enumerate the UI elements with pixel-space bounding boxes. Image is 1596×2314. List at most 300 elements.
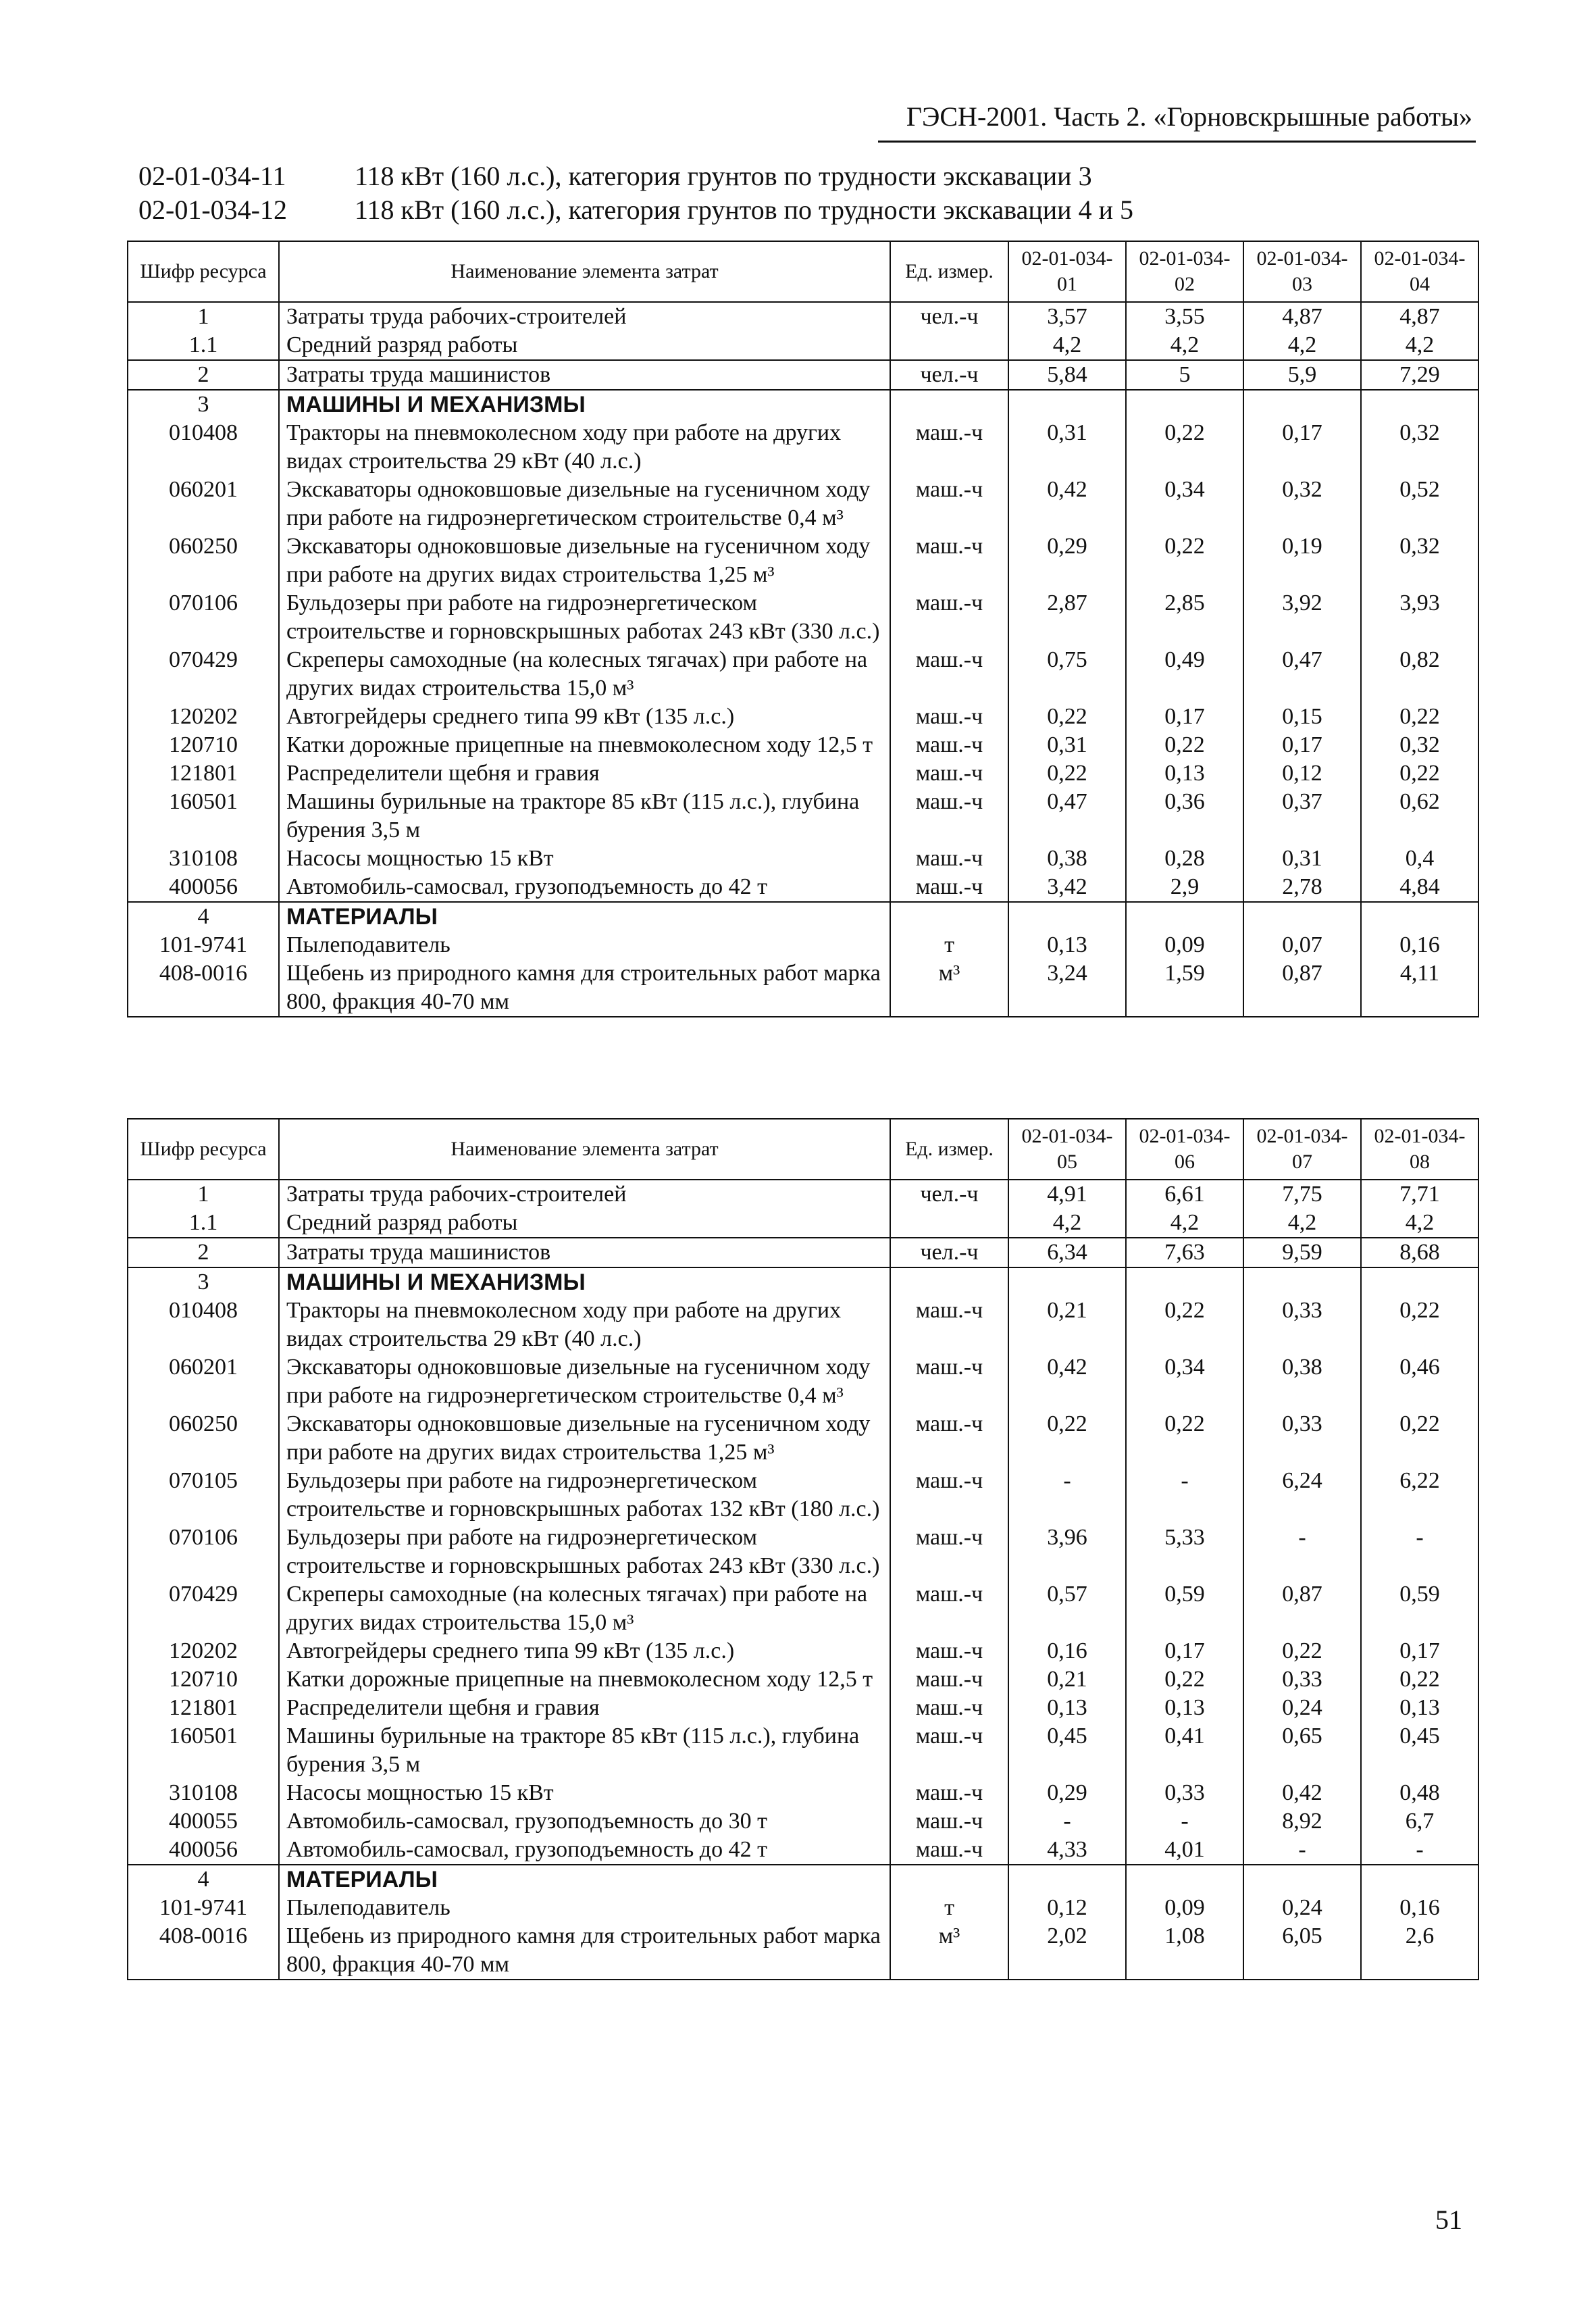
value-cell: 7,75 — [1243, 1180, 1361, 1209]
value-cell: 0,17 — [1243, 731, 1361, 759]
table-row — [128, 873, 1478, 902]
page-header: ГЭСН-2001. Часть 2. «Горновскрышные работы» — [906, 101, 1472, 132]
value-cell: 0,16 — [1008, 1637, 1126, 1665]
value-cell: 0,22 — [1126, 1665, 1243, 1694]
value-cell: 0,59 — [1361, 1580, 1478, 1637]
value-cell: 0,82 — [1361, 646, 1478, 703]
value-cell: 0,75 — [1008, 646, 1126, 703]
value-cell: 0,22 — [1008, 759, 1126, 788]
value-cell: 0,36 — [1126, 788, 1243, 845]
header-unit: Ед. измер. — [890, 241, 1008, 302]
value-cell: 1,08 — [1126, 1922, 1243, 1980]
value-cell — [1361, 390, 1478, 419]
value-cell: 0,33 — [1126, 1779, 1243, 1807]
value-cell: - — [1361, 1836, 1478, 1865]
value-cell: 0,12 — [1008, 1894, 1126, 1922]
table-row — [128, 1238, 1478, 1267]
unit-cell — [890, 390, 1008, 419]
unit-cell: м³ — [890, 959, 1008, 1017]
value-cell — [1008, 902, 1126, 931]
value-cell: 0,22 — [1126, 1410, 1243, 1467]
resource-code-cell: 160501 — [128, 788, 279, 845]
value-cell: 6,34 — [1008, 1238, 1126, 1267]
resource-code-cell: 070106 — [128, 589, 279, 646]
value-cell: 5,84 — [1008, 360, 1126, 390]
resource-code-cell: 408-0016 — [128, 959, 279, 1017]
header-name: Наименование элемента затрат — [279, 241, 890, 302]
value-cell: 4,91 — [1008, 1180, 1126, 1209]
resource-code-cell: 3 — [128, 1267, 279, 1297]
value-cell: 6,22 — [1361, 1467, 1478, 1524]
header-norm-col: 02-01-034-08 — [1361, 1119, 1478, 1180]
value-cell: 0,29 — [1008, 1779, 1126, 1807]
resource-name-cell: Скреперы самоходные (на колесных тягачах) при работе на других видах строительства 15,0 м³ — [279, 1580, 890, 1637]
table-row — [128, 1722, 1478, 1779]
value-cell: 0,21 — [1008, 1297, 1126, 1353]
resource-code-cell: 1.1 — [128, 331, 279, 360]
resource-name-cell: Пылеподавитель — [279, 1894, 890, 1922]
resource-name-cell: Бульдозеры при работе на гидроэнергетическом строительстве и горновскрышных работах 243 кВт (330 л.с.) — [279, 1524, 890, 1580]
resource-name-cell: Затраты труда рабочих-строителей — [279, 1180, 890, 1209]
resource-code-cell: 010408 — [128, 419, 279, 476]
value-cell — [1126, 902, 1243, 931]
table-row — [128, 1665, 1478, 1694]
value-cell: - — [1008, 1467, 1126, 1524]
resource-name-cell: Автомобиль-самосвал, грузоподъемность до 30 т — [279, 1807, 890, 1836]
value-cell: 0,22 — [1361, 759, 1478, 788]
value-cell — [1008, 1267, 1126, 1297]
resource-code-cell: 310108 — [128, 845, 279, 873]
value-cell: 1,59 — [1126, 959, 1243, 1017]
table-row — [128, 731, 1478, 759]
value-cell: 4,2 — [1126, 1209, 1243, 1238]
value-cell: 6,24 — [1243, 1467, 1361, 1524]
value-cell: 0,31 — [1008, 731, 1126, 759]
resource-code-cell: 310108 — [128, 1779, 279, 1807]
value-cell: 0,09 — [1126, 1894, 1243, 1922]
value-cell: 0,42 — [1243, 1779, 1361, 1807]
unit-cell: маш.-ч — [890, 788, 1008, 845]
header-norm-col: 02-01-034-01 — [1008, 241, 1126, 302]
value-cell: 5 — [1126, 360, 1243, 390]
value-cell: 5,33 — [1126, 1524, 1243, 1580]
resource-code-cell: 120710 — [128, 731, 279, 759]
unit-cell: маш.-ч — [890, 873, 1008, 902]
value-cell: 4,84 — [1361, 873, 1478, 902]
resource-name-cell: Автомобиль-самосвал, грузоподъемность до 42 т — [279, 873, 890, 902]
norm-code: 02-01-034-11 — [138, 161, 286, 191]
norm-code-row — [138, 193, 1133, 227]
value-cell: 0,15 — [1243, 703, 1361, 731]
value-cell: 0,29 — [1008, 532, 1126, 589]
value-cell: 0,09 — [1126, 931, 1243, 959]
value-cell: 0,48 — [1361, 1779, 1478, 1807]
value-cell: 4,2 — [1243, 331, 1361, 360]
table-row — [128, 360, 1478, 390]
value-cell: 4,2 — [1361, 331, 1478, 360]
value-cell — [1361, 1865, 1478, 1894]
header-norm-col: 02-01-034-03 — [1243, 241, 1361, 302]
table-row — [128, 1524, 1478, 1580]
value-cell: 0,13 — [1126, 759, 1243, 788]
value-cell: 0,13 — [1126, 1694, 1243, 1722]
resource-code-cell: 121801 — [128, 759, 279, 788]
value-cell: 0,31 — [1008, 419, 1126, 476]
value-cell: 0,33 — [1243, 1297, 1361, 1353]
value-cell: 0,22 — [1008, 1410, 1126, 1467]
value-cell: 0,45 — [1361, 1722, 1478, 1779]
table-row — [128, 1297, 1478, 1353]
unit-cell: маш.-ч — [890, 1722, 1008, 1779]
value-cell: 3,42 — [1008, 873, 1126, 902]
value-cell: 0,38 — [1243, 1353, 1361, 1410]
resource-code-cell: 2 — [128, 360, 279, 390]
unit-cell — [890, 1865, 1008, 1894]
unit-cell: чел.-ч — [890, 302, 1008, 331]
unit-cell: маш.-ч — [890, 532, 1008, 589]
value-cell: 0,42 — [1008, 476, 1126, 532]
value-cell: - — [1126, 1807, 1243, 1836]
table-row — [128, 1779, 1478, 1807]
resource-name-cell: Экскаваторы одноковшовые дизельные на гусеничном ходу при работе на гидроэнергетическом строительстве 0,4 м³ — [279, 1353, 890, 1410]
table-row — [128, 703, 1478, 731]
value-cell: 3,96 — [1008, 1524, 1126, 1580]
table-row — [128, 1467, 1478, 1524]
unit-cell: чел.-ч — [890, 360, 1008, 390]
table-row — [128, 589, 1478, 646]
unit-cell — [890, 331, 1008, 360]
value-cell: 0,65 — [1243, 1722, 1361, 1779]
value-cell: 3,93 — [1361, 589, 1478, 646]
value-cell: 4,11 — [1361, 959, 1478, 1017]
unit-cell: т — [890, 931, 1008, 959]
value-cell: 0,22 — [1361, 1410, 1478, 1467]
resource-name-cell: Экскаваторы одноковшовые дизельные на гусеничном ходу при работе на гидроэнергетическом строительстве 0,4 м³ — [279, 476, 890, 532]
value-cell: 0,46 — [1361, 1353, 1478, 1410]
value-cell — [1361, 902, 1478, 931]
resource-code-cell: 1 — [128, 1180, 279, 1209]
value-cell: 0,22 — [1126, 419, 1243, 476]
table-row — [128, 419, 1478, 476]
value-cell: 0,33 — [1243, 1665, 1361, 1694]
value-cell: 0,22 — [1361, 1665, 1478, 1694]
unit-cell: маш.-ч — [890, 1637, 1008, 1665]
resource-name-cell: Катки дорожные прицепные на пневмоколесном ходу 12,5 т — [279, 1665, 890, 1694]
resource-name-cell: Экскаваторы одноковшовые дизельные на гусеничном ходу при работе на других видах строительства 1,25 м³ — [279, 1410, 890, 1467]
value-cell: 0,32 — [1361, 419, 1478, 476]
resource-name-cell: Машины бурильные на тракторе 85 кВт (115 л.с.), глубина бурения 3,5 м — [279, 1722, 890, 1779]
value-cell: 0,13 — [1008, 1694, 1126, 1722]
value-cell: 8,92 — [1243, 1807, 1361, 1836]
resource-name-cell: Бульдозеры при работе на гидроэнергетическом строительстве и горновскрышных работах 132 кВт (180 л.с.) — [279, 1467, 890, 1524]
table-row — [128, 788, 1478, 845]
value-cell — [1126, 1865, 1243, 1894]
header-name: Наименование элемента затрат — [279, 1119, 890, 1180]
table-row — [128, 1865, 1478, 1894]
table-row — [128, 476, 1478, 532]
value-cell: 0,38 — [1008, 845, 1126, 873]
value-cell: 0,37 — [1243, 788, 1361, 845]
resource-name-cell: Машины бурильные на тракторе 85 кВт (115 л.с.), глубина бурения 3,5 м — [279, 788, 890, 845]
value-cell: - — [1361, 1524, 1478, 1580]
value-cell: 2,78 — [1243, 873, 1361, 902]
table-row — [128, 1694, 1478, 1722]
resource-name-cell: Щебень из природного камня для строительных работ марка 800, фракция 40-70 мм — [279, 1922, 890, 1980]
value-cell — [1126, 1267, 1243, 1297]
resource-code-cell: 1 — [128, 302, 279, 331]
value-cell — [1243, 1865, 1361, 1894]
unit-cell: маш.-ч — [890, 703, 1008, 731]
value-cell: 0,16 — [1361, 931, 1478, 959]
value-cell: 0,12 — [1243, 759, 1361, 788]
resource-code-cell: 400056 — [128, 873, 279, 902]
resource-name-cell: Средний разряд работы — [279, 1209, 890, 1238]
value-cell: 0,87 — [1243, 959, 1361, 1017]
value-cell: 7,29 — [1361, 360, 1478, 390]
table-row — [128, 1410, 1478, 1467]
resource-table-1 — [127, 241, 1479, 1017]
resource-code-cell: 121801 — [128, 1694, 279, 1722]
header-norm-col: 02-01-034-02 — [1126, 241, 1243, 302]
unit-cell: чел.-ч — [890, 1180, 1008, 1209]
resource-code-cell: 060201 — [128, 476, 279, 532]
table-row — [128, 390, 1478, 419]
unit-cell: маш.-ч — [890, 1665, 1008, 1694]
table-row — [128, 331, 1478, 360]
header-rule — [878, 141, 1476, 143]
resource-code-cell: 3 — [128, 390, 279, 419]
resource-code-cell: 070105 — [128, 1467, 279, 1524]
resource-name-cell: Насосы мощностью 15 кВт — [279, 845, 890, 873]
value-cell — [1243, 902, 1361, 931]
value-cell: 2,9 — [1126, 873, 1243, 902]
value-cell: 0,32 — [1243, 476, 1361, 532]
value-cell: 3,57 — [1008, 302, 1126, 331]
table-row — [128, 646, 1478, 703]
norm-code: 02-01-034-12 — [138, 195, 287, 225]
value-cell: 0,13 — [1008, 931, 1126, 959]
table-row — [128, 1922, 1478, 1980]
table-row — [128, 1580, 1478, 1637]
resource-code-cell: 070429 — [128, 646, 279, 703]
unit-cell — [890, 1209, 1008, 1238]
resource-code-cell: 101-9741 — [128, 931, 279, 959]
value-cell: 0,31 — [1243, 845, 1361, 873]
resource-name-cell: Экскаваторы одноковшовые дизельные на гусеничном ходу при работе на других видах строительства 1,25 м³ — [279, 532, 890, 589]
value-cell: 2,02 — [1008, 1922, 1126, 1980]
resource-name-cell: Насосы мощностью 15 кВт — [279, 1779, 890, 1807]
value-cell: 0,57 — [1008, 1580, 1126, 1637]
resource-code-cell: 4 — [128, 902, 279, 931]
unit-cell: маш.-ч — [890, 1836, 1008, 1865]
resource-name-cell: Тракторы на пневмоколесном ходу при работе на других видах строительства 29 кВт (40 л.с.) — [279, 1297, 890, 1353]
value-cell: 3,24 — [1008, 959, 1126, 1017]
value-cell: 0,17 — [1126, 703, 1243, 731]
value-cell — [1126, 390, 1243, 419]
resource-code-cell: 070106 — [128, 1524, 279, 1580]
unit-cell: маш.-ч — [890, 1779, 1008, 1807]
norm-description: 118 кВт (160 л.с.), категория грунтов по трудности экскавации 4 и 5 — [355, 195, 1133, 225]
value-cell: 0,22 — [1008, 703, 1126, 731]
value-cell: 0,59 — [1126, 1580, 1243, 1637]
value-cell: 0,32 — [1361, 532, 1478, 589]
table-row — [128, 959, 1478, 1017]
value-cell: 9,59 — [1243, 1238, 1361, 1267]
table-row — [128, 1267, 1478, 1297]
value-cell: 0,52 — [1361, 476, 1478, 532]
resource-code-cell: 060201 — [128, 1353, 279, 1410]
resource-name-cell: МАТЕРИАЛЫ — [279, 1865, 890, 1894]
header-norm-col: 02-01-034-06 — [1126, 1119, 1243, 1180]
unit-cell: м³ — [890, 1922, 1008, 1980]
value-cell: 8,68 — [1361, 1238, 1478, 1267]
unit-cell: маш.-ч — [890, 476, 1008, 532]
value-cell: 0,49 — [1126, 646, 1243, 703]
table-row — [128, 845, 1478, 873]
value-cell — [1243, 390, 1361, 419]
table-row — [128, 302, 1478, 331]
table-row — [128, 931, 1478, 959]
value-cell: 0,22 — [1243, 1637, 1361, 1665]
unit-cell: чел.-ч — [890, 1238, 1008, 1267]
value-cell: 0,17 — [1126, 1637, 1243, 1665]
table-row — [128, 532, 1478, 589]
table-row — [128, 1637, 1478, 1665]
resource-code-cell: 120710 — [128, 1665, 279, 1694]
value-cell: 0,28 — [1126, 845, 1243, 873]
value-cell: 4,2 — [1126, 331, 1243, 360]
value-cell: 3,92 — [1243, 589, 1361, 646]
value-cell: 4,2 — [1008, 1209, 1126, 1238]
page-number: 51 — [1435, 2205, 1462, 2235]
resource-name-cell: МАТЕРИАЛЫ — [279, 902, 890, 931]
value-cell: 0,45 — [1008, 1722, 1126, 1779]
header-code: Шифр ресурса — [128, 1119, 279, 1180]
resource-code-cell: 400055 — [128, 1807, 279, 1836]
value-cell: 0,4 — [1361, 845, 1478, 873]
unit-cell: т — [890, 1894, 1008, 1922]
value-cell — [1008, 1865, 1126, 1894]
unit-cell: маш.-ч — [890, 1524, 1008, 1580]
value-cell: 0,22 — [1361, 703, 1478, 731]
resource-code-cell: 408-0016 — [128, 1922, 279, 1980]
value-cell: 0,34 — [1126, 476, 1243, 532]
table-row — [128, 1353, 1478, 1410]
value-cell: 5,9 — [1243, 360, 1361, 390]
value-cell: 0,47 — [1243, 646, 1361, 703]
norm-code-row — [138, 159, 1133, 193]
value-cell: - — [1008, 1807, 1126, 1836]
value-cell: 0,34 — [1126, 1353, 1243, 1410]
value-cell: 4,01 — [1126, 1836, 1243, 1865]
value-cell: 0,13 — [1361, 1694, 1478, 1722]
resource-name-cell: Пылеподавитель — [279, 931, 890, 959]
unit-cell: маш.-ч — [890, 845, 1008, 873]
value-cell: 0,16 — [1361, 1894, 1478, 1922]
resource-name-cell: Автомобиль-самосвал, грузоподъемность до 42 т — [279, 1836, 890, 1865]
norm-codes — [138, 159, 1133, 227]
value-cell: 3,55 — [1126, 302, 1243, 331]
resource-code-cell: 2 — [128, 1238, 279, 1267]
value-cell: 0,33 — [1243, 1410, 1361, 1467]
table-row — [128, 902, 1478, 931]
value-cell: 0,07 — [1243, 931, 1361, 959]
table-row — [128, 759, 1478, 788]
resource-name-cell: Катки дорожные прицепные на пневмоколесном ходу 12,5 т — [279, 731, 890, 759]
resource-code-cell: 4 — [128, 1865, 279, 1894]
resource-code-cell: 1.1 — [128, 1209, 279, 1238]
resource-name-cell: Тракторы на пневмоколесном ходу при работе на других видах строительства 29 кВт (40 л.с.) — [279, 419, 890, 476]
unit-cell: маш.-ч — [890, 1410, 1008, 1467]
resource-code-cell: 400056 — [128, 1836, 279, 1865]
unit-cell — [890, 1267, 1008, 1297]
table-row — [128, 1807, 1478, 1836]
value-cell: 4,2 — [1008, 331, 1126, 360]
table-row — [128, 1180, 1478, 1209]
value-cell: 0,17 — [1361, 1637, 1478, 1665]
value-cell: 4,33 — [1008, 1836, 1126, 1865]
header-norm-col: 02-01-034-04 — [1361, 241, 1478, 302]
value-cell: 6,7 — [1361, 1807, 1478, 1836]
value-cell — [1008, 390, 1126, 419]
resource-code-cell: 060250 — [128, 1410, 279, 1467]
value-cell: 0,21 — [1008, 1665, 1126, 1694]
header-unit: Ед. измер. — [890, 1119, 1008, 1180]
value-cell: 0,32 — [1361, 731, 1478, 759]
unit-cell: маш.-ч — [890, 419, 1008, 476]
value-cell: 6,61 — [1126, 1180, 1243, 1209]
value-cell: - — [1243, 1836, 1361, 1865]
resource-code-cell: 060250 — [128, 532, 279, 589]
value-cell: 0,41 — [1126, 1722, 1243, 1779]
unit-cell: маш.-ч — [890, 731, 1008, 759]
resource-name-cell: Распределители щебня и гравия — [279, 759, 890, 788]
resource-name-cell: Бульдозеры при работе на гидроэнергетическом строительстве и горновскрышных работах 243 кВт (330 л.с.) — [279, 589, 890, 646]
value-cell: 4,2 — [1243, 1209, 1361, 1238]
table-row — [128, 1836, 1478, 1865]
value-cell: - — [1126, 1467, 1243, 1524]
resource-name-cell: Средний разряд работы — [279, 331, 890, 360]
resource-table-2 — [127, 1118, 1479, 1980]
value-cell: - — [1243, 1524, 1361, 1580]
value-cell: 0,22 — [1126, 532, 1243, 589]
resource-name-cell: Затраты труда машинистов — [279, 1238, 890, 1267]
value-cell: 0,22 — [1126, 731, 1243, 759]
unit-cell: маш.-ч — [890, 759, 1008, 788]
header-code: Шифр ресурса — [128, 241, 279, 302]
value-cell: 0,24 — [1243, 1694, 1361, 1722]
resource-name-cell: Затраты труда машинистов — [279, 360, 890, 390]
unit-cell: маш.-ч — [890, 1580, 1008, 1637]
resource-name-cell: Распределители щебня и гравия — [279, 1694, 890, 1722]
value-cell: 4,2 — [1361, 1209, 1478, 1238]
unit-cell: маш.-ч — [890, 1807, 1008, 1836]
norm-description: 118 кВт (160 л.с.), категория грунтов по трудности экскавации 3 — [355, 161, 1092, 191]
table-row — [128, 1894, 1478, 1922]
resource-name-cell: Щебень из природного камня для строительных работ марка 800, фракция 40-70 мм — [279, 959, 890, 1017]
unit-cell: маш.-ч — [890, 589, 1008, 646]
value-cell: 7,63 — [1126, 1238, 1243, 1267]
value-cell: 0,62 — [1361, 788, 1478, 845]
resource-name-cell: Автогрейдеры среднего типа 99 кВт (135 л.с.) — [279, 1637, 890, 1665]
resource-name-cell: Затраты труда рабочих-строителей — [279, 302, 890, 331]
value-cell: 0,87 — [1243, 1580, 1361, 1637]
value-cell: 2,85 — [1126, 589, 1243, 646]
resource-code-cell: 120202 — [128, 703, 279, 731]
value-cell: 0,22 — [1126, 1297, 1243, 1353]
unit-cell: маш.-ч — [890, 646, 1008, 703]
resource-code-cell: 101-9741 — [128, 1894, 279, 1922]
